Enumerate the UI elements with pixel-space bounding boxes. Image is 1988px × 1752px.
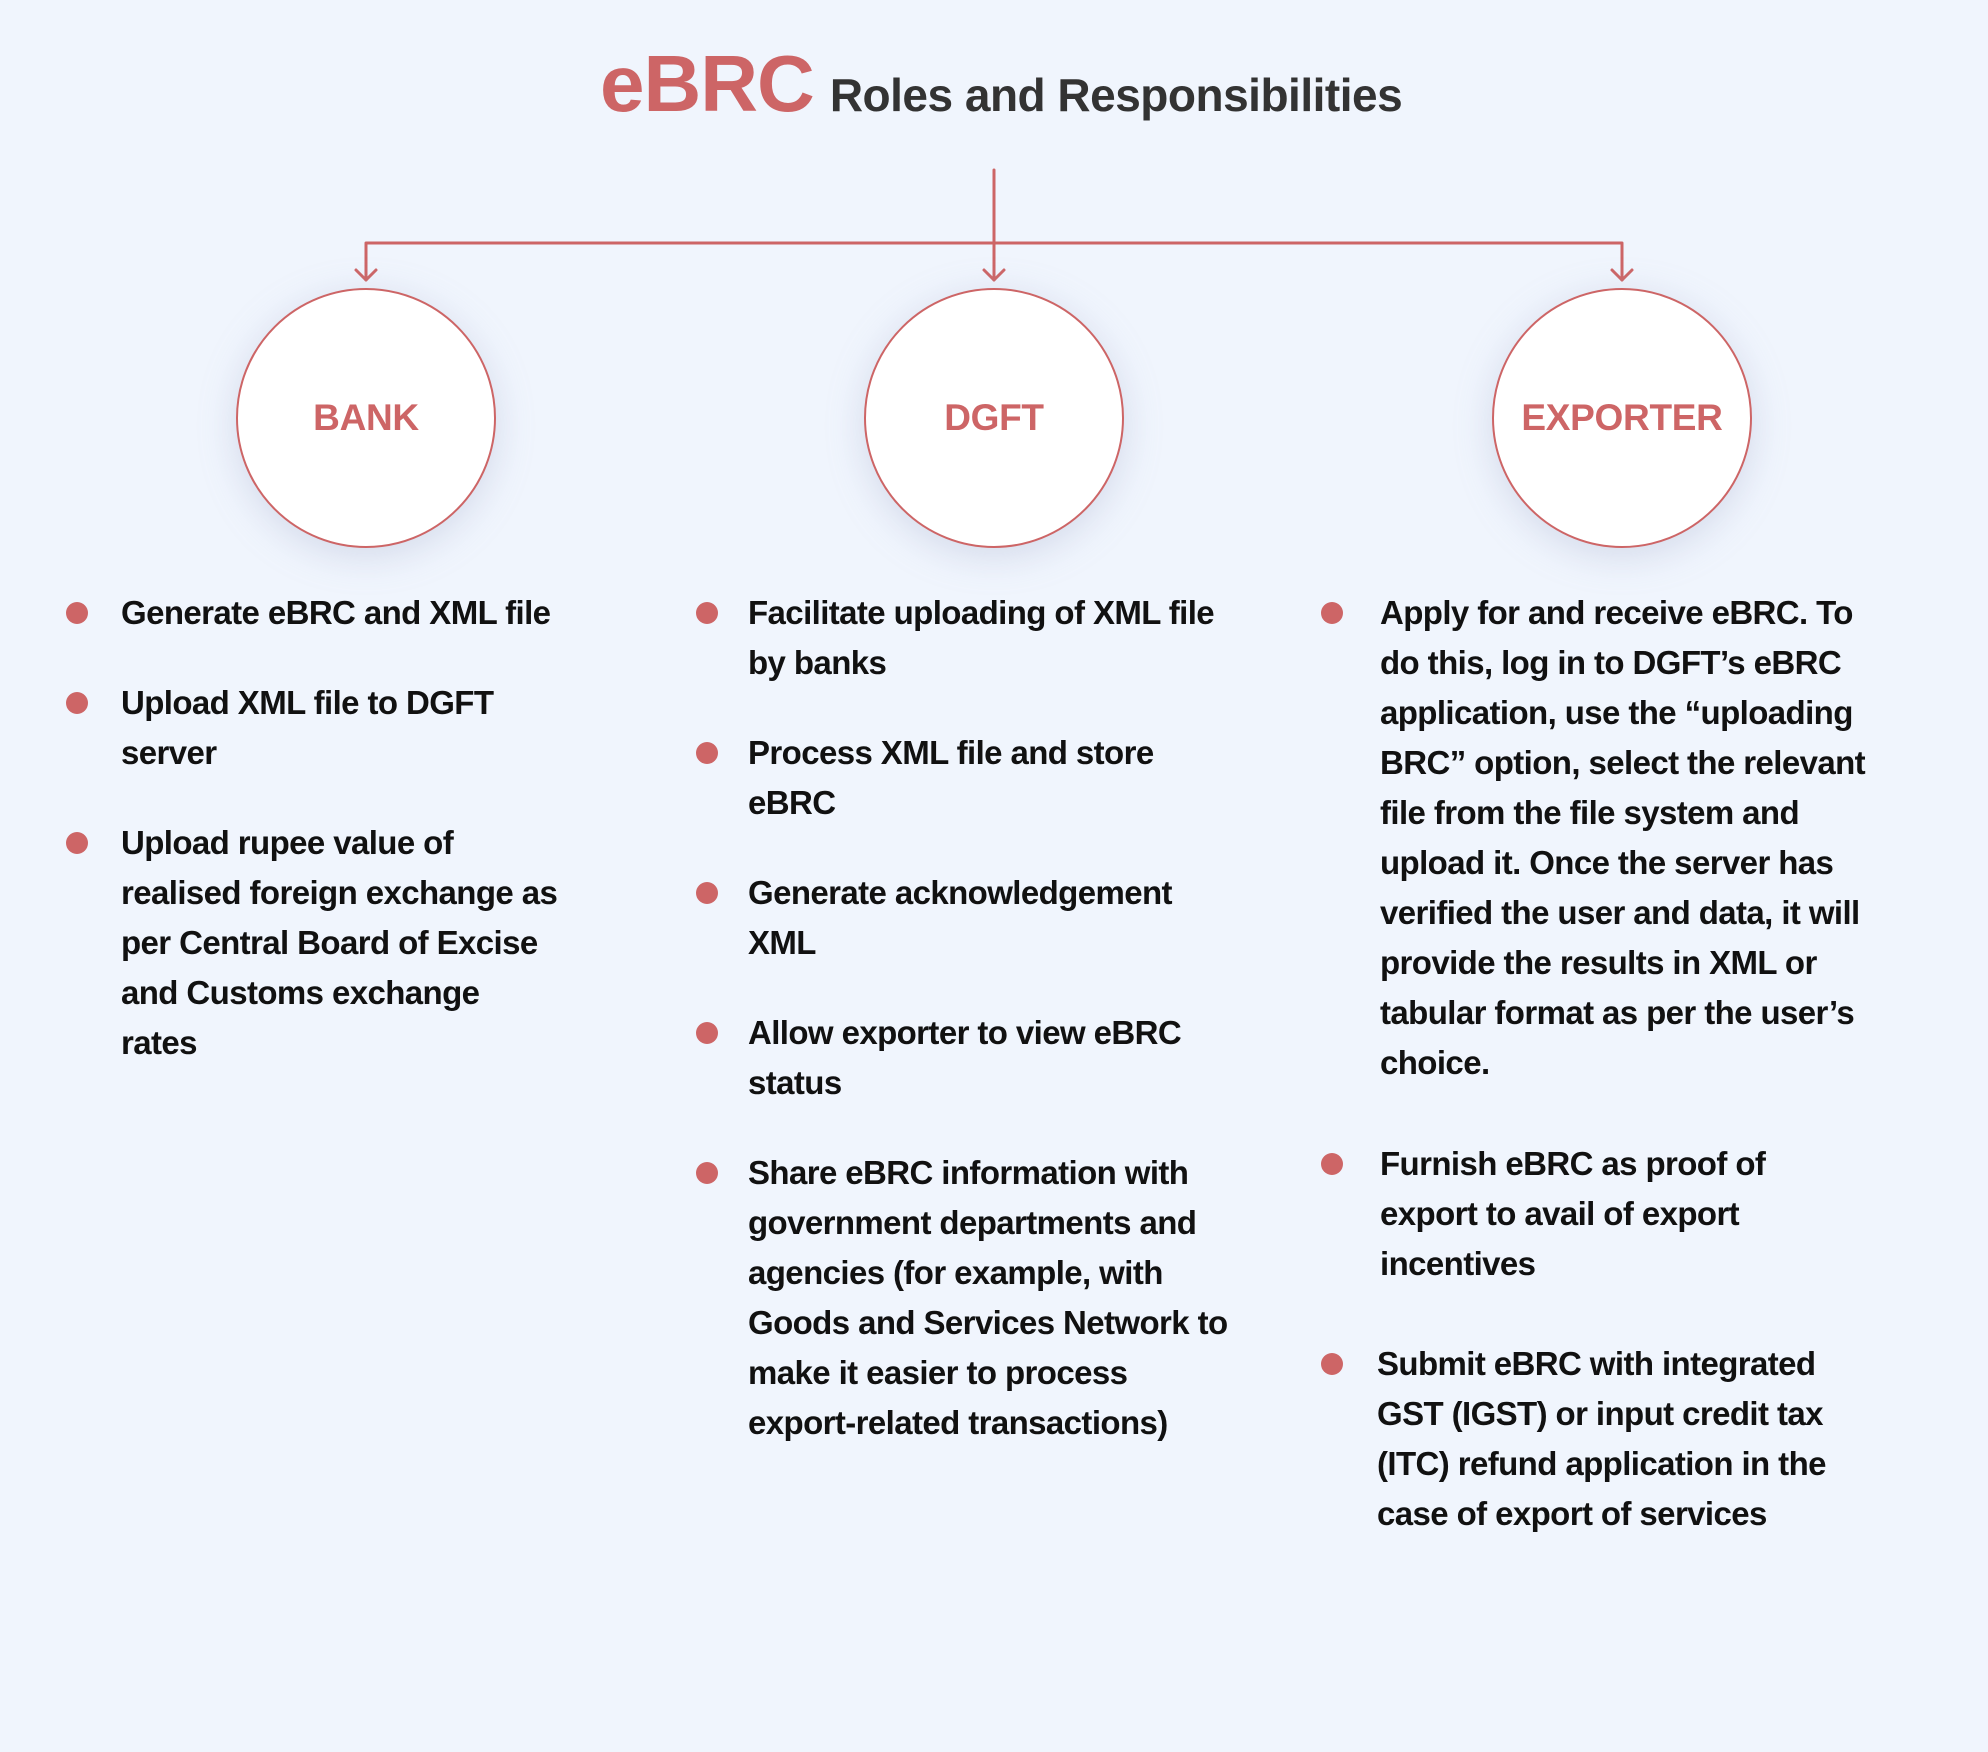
bullet-icon xyxy=(696,602,718,624)
bullet-icon xyxy=(66,692,88,714)
bullet-icon xyxy=(66,602,88,624)
list-item: Generate acknowledgement XML xyxy=(696,868,1223,968)
bullet-icon xyxy=(696,742,718,764)
list-item: Process XML file and store eBRC xyxy=(696,728,1218,828)
bank-responsibilities xyxy=(66,588,606,1068)
connector-lines xyxy=(0,0,1988,300)
list-item: Facilitate uploading of XML file by banks xyxy=(696,588,1223,688)
list-item: Share eBRC information with government departments and agencies (for example, with Goods and Services Network to make it easier to process export-related transactions) xyxy=(696,1148,1228,1448)
node-bank xyxy=(236,288,496,548)
exporter-responsibilities xyxy=(1321,588,1921,1539)
node-exporter xyxy=(1492,288,1752,548)
list-item: Allow exporter to view eBRC status xyxy=(696,1008,1228,1108)
title-accent: eBRC xyxy=(600,39,814,128)
title-subtitle: Roles and Responsibilities xyxy=(829,69,1403,121)
node-label: EXPORTER xyxy=(1521,397,1723,438)
list-item: Upload rupee value of realised foreign exchange as per Central Board of Excise and Customs exchange rates xyxy=(66,818,561,1068)
list-item: Furnish eBRC as proof of export to avail of export incentives xyxy=(1321,1139,1830,1289)
bullet-icon xyxy=(1321,602,1343,624)
bullet-icon xyxy=(696,882,718,904)
list-item: Generate eBRC and XML file xyxy=(66,588,561,638)
bullet-icon xyxy=(66,832,88,854)
bullet-icon xyxy=(1321,1153,1343,1175)
node-label: BANK xyxy=(313,397,419,438)
bullet-icon xyxy=(696,1022,718,1044)
bullet-icon xyxy=(1321,1353,1343,1375)
node-label: DGFT xyxy=(944,397,1044,438)
dgft-responsibilities xyxy=(696,588,1256,1448)
list-item: Apply for and receive eBRC. To do this, log in to DGFT’s eBRC application, use the “uploading BRC” option, select the relevant file from the file system and upload it. Once the server has verified the user and data, it will provide the results in XML or tabular format as per the user’s choice. xyxy=(1321,588,1870,1088)
list-item: Upload XML file to DGFT server xyxy=(66,678,551,778)
bullet-icon xyxy=(696,1162,718,1184)
node-dgft xyxy=(864,288,1124,548)
list-item: Submit eBRC with integrated GST (IGST) or input credit tax (ITC) refund application in the case of export of services xyxy=(1321,1339,1867,1539)
